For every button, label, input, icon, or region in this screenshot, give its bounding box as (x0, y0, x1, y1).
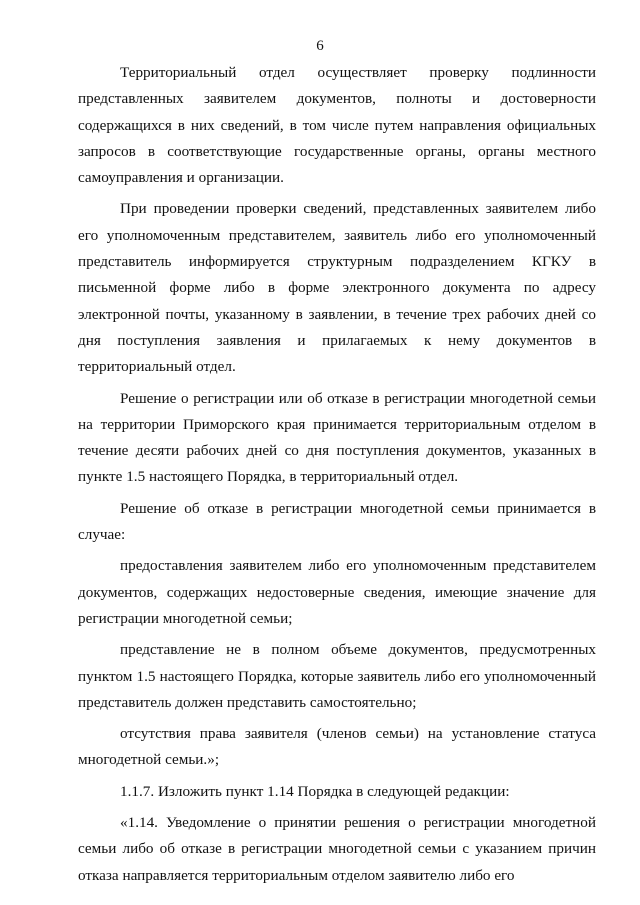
paragraph-1-14: «1.14. Уведомление о принятии решения о регистрации многодетной семьи либо об отказе в регистрации многодетной семьи с указанием причин отказа направляется территориальным отделом заявителю либо его (78, 814, 596, 884)
paragraph-decision-term: Решение о регистрации или об отказе в регистрации многодетной семьи на территории Приморского края принимается территориальным отделом в течение десяти рабочих дней со дня поступления документов, указанных в пункте 1.5 настоящего Порядка, в территориальный отдел. (78, 389, 596, 486)
paragraph-case-no-right: отсутствия права заявителя (членов семьи) на установление статуса многодетной семьи.»; (78, 725, 596, 769)
paragraph-case-incomplete: представление не в полном объеме документов, предусмотренных пунктом 1.5 настоящего Порядка, которые заявитель либо его уполномоченный представитель должен представить самостоятельно; (78, 641, 596, 711)
paragraph-amendment-1-1-7: 1.1.7. Изложить пункт 1.14 Порядка в следующей редакции: (120, 782, 510, 800)
page-number: 6 (316, 38, 324, 54)
paragraph-notification: При проведении проверки сведений, представленных заявителем либо его уполномоченным представителем, заявитель либо его уполномоченный представитель информируется структурным подразделением КГКУ в письменной форме либо в форме электронного документа по адресу электронной почты, указанному в заявлении, в течение трех рабочих дней со дня поступления заявления и прилагаемых к нему документов в территориальный отдел. (78, 200, 596, 376)
paragraph-verification: Территориальный отдел осуществляет проверку подлинности представленных заявителем документов, полноты и достоверности содержащихся в них сведений, в том числе путем направления официальных запросов в соответствующие государственные органы, органы местного самоуправления и организации. (78, 64, 596, 187)
paragraph-refusal-cases: Решение об отказе в регистрации многодетной семьи принимается в случае: (78, 499, 596, 544)
body-text (78, 60, 596, 894)
paragraph-case-false-info: предоставления заявителем либо его уполномоченным представителем документов, содержащих недостоверные сведения, имеющие значение для регистрации многодетной семьи; (78, 557, 596, 627)
